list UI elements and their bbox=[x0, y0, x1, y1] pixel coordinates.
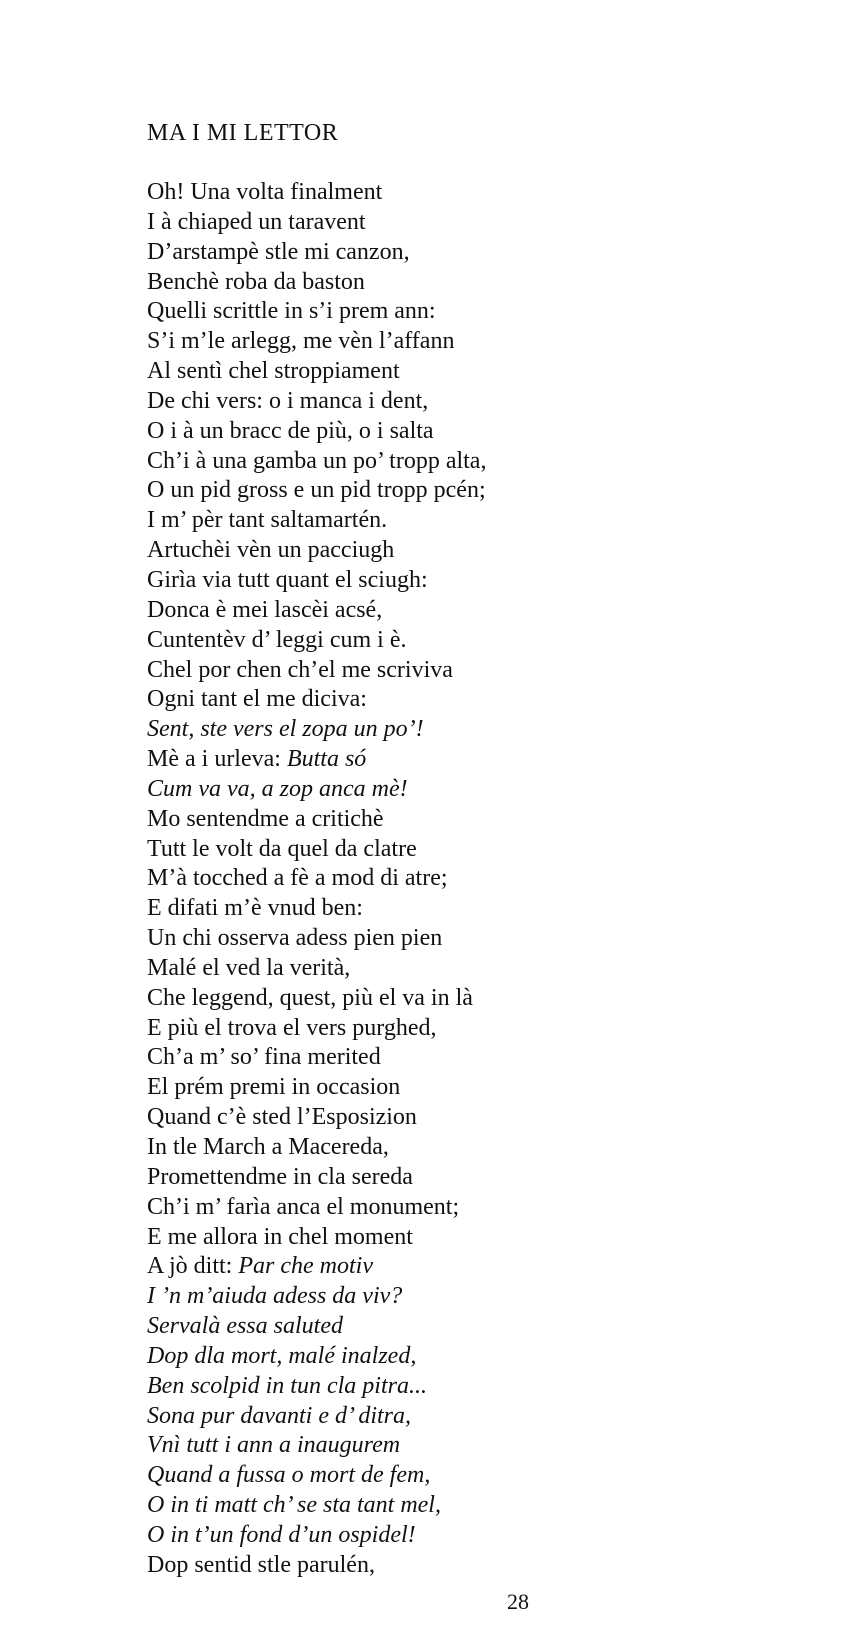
poem-line bbox=[147, 1133, 486, 1163]
poem-line bbox=[147, 805, 486, 835]
poem-line bbox=[147, 1521, 486, 1551]
poem-line bbox=[147, 656, 486, 686]
poem-line bbox=[147, 1551, 486, 1581]
poem-line bbox=[147, 387, 486, 417]
poem-line bbox=[147, 1461, 486, 1491]
poem-line-segment: O un pid gross e un pid tropp pcén; bbox=[147, 477, 486, 504]
poem-line bbox=[147, 775, 486, 805]
poem-line bbox=[147, 238, 486, 268]
poem-line-segment: S’i m’le arlegg, me vèn l’affann bbox=[147, 328, 455, 355]
poem-line bbox=[147, 327, 486, 357]
poem-line bbox=[147, 1252, 486, 1282]
poem-line bbox=[147, 984, 486, 1014]
poem-line bbox=[147, 1014, 486, 1044]
poem-line-segment: El prém premi in occasion bbox=[147, 1074, 401, 1101]
poem-line bbox=[147, 417, 486, 447]
poem-line-italic-segment: O in t’un fond d’un ospidel! bbox=[147, 1521, 416, 1548]
poem-line-italic-segment: Butta só bbox=[286, 746, 367, 773]
poem-line-segment: Che leggend, quest, più el va in là bbox=[147, 984, 473, 1011]
poem-line-italic-segment: Dop dla mort, malé inalzed, bbox=[147, 1342, 417, 1369]
poem-line-segment: M’à tocched a fè a mod di atre; bbox=[147, 865, 448, 892]
poem-line bbox=[147, 894, 486, 924]
poem-line bbox=[147, 1193, 486, 1223]
poem-line bbox=[147, 1491, 486, 1521]
poem-line bbox=[147, 745, 486, 775]
poem-line bbox=[147, 954, 486, 984]
poem-line-italic-segment: Par che motiv bbox=[238, 1253, 373, 1280]
poem-line-segment: I à chiaped un taravent bbox=[147, 208, 366, 235]
poem-line-segment: Benchè roba da baston bbox=[147, 268, 365, 295]
poem-line-italic-segment: Vnì tutt i ann a inaugurem bbox=[147, 1432, 401, 1459]
poem-body bbox=[147, 178, 486, 1581]
poem-line bbox=[147, 297, 486, 327]
poem-line-segment: Tutt le volt da quel da clatre bbox=[147, 835, 417, 862]
poem-line bbox=[147, 506, 486, 536]
poem-line-italic-segment: I ’n m’aiuda adess da viv? bbox=[147, 1283, 403, 1310]
poem-line-italic-segment: Sent, ste vers el zopa un po’! bbox=[147, 716, 424, 743]
poem-line-segment: In tle March a Macereda, bbox=[147, 1134, 389, 1160]
poem-line-italic-segment: Ben scolpid in tun cla pitra... bbox=[147, 1372, 427, 1399]
poem-line bbox=[147, 1282, 486, 1312]
poem-line-segment: E più el trova el vers purghed, bbox=[147, 1014, 437, 1041]
poem-line-segment: Ch’a m’ so’ fina merited bbox=[147, 1044, 381, 1071]
poem-line-segment: Donca è mei lascèi acsé, bbox=[147, 596, 383, 623]
poem-title: MA I MI LETTOR bbox=[147, 120, 339, 146]
poem-line bbox=[147, 596, 486, 626]
poem-line-segment: Un chi osserva adess pien pien bbox=[147, 925, 443, 952]
poem-line bbox=[147, 835, 486, 865]
poem-line bbox=[147, 715, 486, 745]
poem-line bbox=[147, 1372, 486, 1402]
poem-line-segment: D’arstampè stle mi canzon, bbox=[147, 238, 410, 265]
poem-line-segment: Chel por chen ch’el me scriviva bbox=[147, 656, 453, 683]
poem-line bbox=[147, 1312, 486, 1342]
poem-line bbox=[147, 1043, 486, 1073]
poem-line-segment: O i à un bracc de più, o i salta bbox=[147, 417, 434, 444]
poem-line-segment: Cuntentèv d’ leggi cum i è. bbox=[147, 626, 407, 653]
poem-line-italic-segment: Quand a fussa o mort de fem, bbox=[147, 1462, 431, 1489]
poem-line bbox=[147, 536, 486, 566]
poem-line-segment: Girìa via tutt quant el sciugh: bbox=[147, 566, 428, 593]
poem-line-italic-segment: Sona pur davanti e d’ ditra, bbox=[147, 1402, 411, 1429]
poem-line bbox=[147, 1163, 486, 1193]
poem-line bbox=[147, 357, 486, 387]
poem-line-segment: Ch’i m’ farìa anca el monument; bbox=[147, 1193, 460, 1220]
poem-line-segment: De chi vers: o i manca i dent, bbox=[147, 387, 429, 414]
poem-line-segment: Quelli scrittle in s’i prem ann: bbox=[147, 298, 436, 325]
poem-line bbox=[147, 1342, 486, 1372]
poem-line-segment: Promettendme in cla sereda bbox=[147, 1163, 413, 1190]
poem-line-italic-segment: O in ti matt ch’ se sta tant mel, bbox=[147, 1492, 441, 1519]
poem-line bbox=[147, 566, 486, 596]
poem-line bbox=[147, 864, 486, 894]
poem-line bbox=[147, 1223, 486, 1253]
page-number: 28 bbox=[507, 1589, 529, 1614]
poem-line-segment: E me allora in chel moment bbox=[147, 1223, 413, 1250]
poem-line-italic-segment: Servalà essa saluted bbox=[147, 1313, 343, 1340]
poem-line-segment: Artuchèi vèn un pacciugh bbox=[147, 537, 395, 564]
poem-line bbox=[147, 1402, 486, 1432]
poem-line bbox=[147, 447, 486, 477]
poem-line-segment: A jò ditt: bbox=[147, 1253, 239, 1280]
poem-line bbox=[147, 1431, 486, 1461]
poem-line-segment: Mo sentendme a critichè bbox=[147, 805, 384, 832]
poem-line-segment: Mè a i urleva: bbox=[147, 746, 287, 773]
poem-line bbox=[147, 626, 486, 656]
poem-line bbox=[147, 476, 486, 506]
poem-line-segment: Dop sentid stle parulén, bbox=[147, 1551, 375, 1578]
poem-line bbox=[147, 208, 486, 238]
poem-line bbox=[147, 685, 486, 715]
poem-line-segment: Oh! Una volta finalment bbox=[147, 179, 383, 205]
poem-line-segment: E difati m’è vnud ben: bbox=[147, 895, 363, 922]
poem-line bbox=[147, 1103, 486, 1133]
poem-line-segment: Al sentì chel stroppiament bbox=[147, 358, 400, 385]
poem-line-segment: Ogni tant el me diciva: bbox=[147, 686, 367, 713]
poem-line-segment: I m’ pèr tant saltamartén. bbox=[147, 507, 388, 534]
poem-line-segment: Ch’i à una gamba un po’ tropp alta, bbox=[147, 447, 487, 474]
poem-line bbox=[147, 924, 486, 954]
poem-line-segment: Quand c’è sted l’Esposizion bbox=[147, 1104, 417, 1131]
poem-line-segment: Malé el ved la verità, bbox=[147, 954, 351, 981]
poem-line bbox=[147, 178, 486, 208]
poem-line-italic-segment: Cum va va, a zop anca mè! bbox=[147, 775, 408, 802]
poem-line bbox=[147, 268, 486, 298]
poem-line bbox=[147, 1073, 486, 1103]
